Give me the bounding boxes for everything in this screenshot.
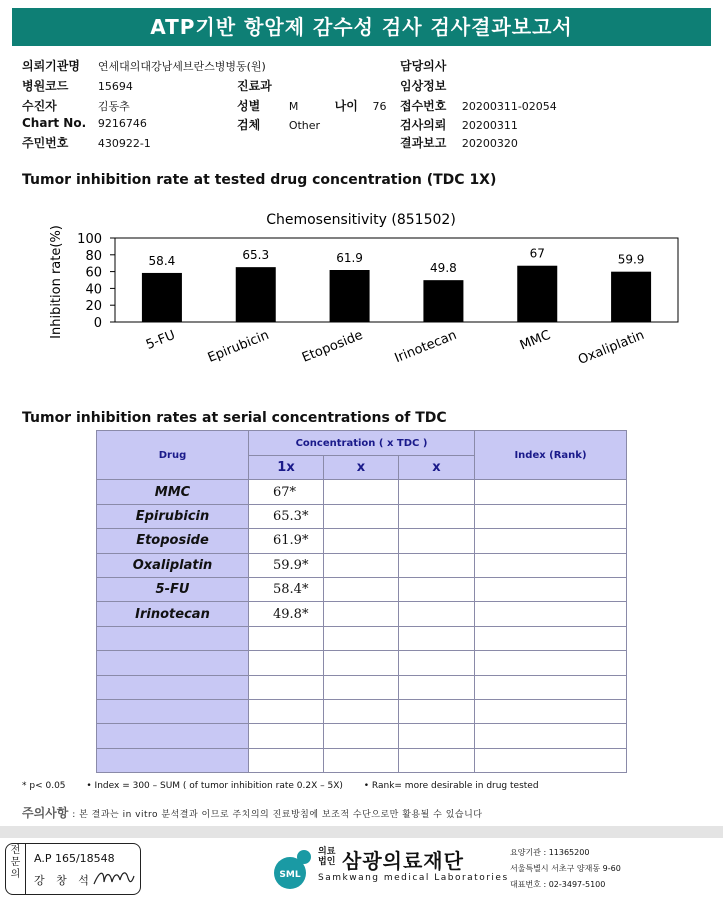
value-cell — [324, 748, 399, 772]
patient-row — [22, 97, 130, 114]
patient-label: 수진자 — [22, 99, 57, 113]
drug-cell: MMC — [97, 480, 249, 504]
value-cell — [324, 553, 399, 577]
lab-tag: 의료 법인 — [318, 847, 336, 867]
conc-col-header: x — [399, 456, 475, 480]
index-cell — [475, 602, 627, 626]
hospital-code-row — [22, 77, 133, 94]
chart-row — [22, 116, 147, 130]
table-row — [97, 675, 627, 699]
index-header: Index (Rank) — [475, 431, 627, 480]
index-cell — [475, 553, 627, 577]
sml-logo-icon — [270, 847, 316, 893]
report-title: ATP기반 항암제 감수성 검사 검사결과보고서 — [12, 8, 711, 46]
value-cell — [324, 724, 399, 748]
conc-col-header: 1x — [249, 456, 324, 480]
hospital-code-label: 병원코드 — [22, 79, 69, 93]
table-row — [97, 504, 627, 528]
value-cell — [249, 699, 324, 723]
chart-label: Chart No. — [22, 116, 87, 130]
table-row — [97, 529, 627, 553]
hospital-row — [22, 57, 266, 74]
value-cell — [399, 504, 475, 528]
drug-cell: Epirubicin — [97, 504, 249, 528]
drug-cell — [97, 748, 249, 772]
bar-5-fu — [142, 273, 182, 322]
sex-value: M — [288, 100, 299, 113]
dept-row — [237, 77, 285, 94]
drug-cell: Irinotecan — [97, 602, 249, 626]
signature-box — [5, 843, 141, 895]
receipt-row — [400, 97, 557, 114]
value-cell — [399, 602, 475, 626]
sex-label: 성별 — [237, 99, 261, 113]
table-row — [97, 553, 627, 577]
index-cell — [475, 675, 627, 699]
value-cell: 61.9* — [249, 529, 324, 553]
hospital-value: 연세대의대강남세브란스병병동(원) — [97, 60, 266, 73]
results-table — [96, 430, 627, 773]
footnote-rank: • Rank= more desirable in drug tested — [363, 781, 539, 791]
footnote-p: * p< 0.05 — [22, 781, 66, 791]
chemosensitivity-chart — [0, 200, 723, 410]
table-row — [97, 480, 627, 504]
receipt-label: 접수번호 — [400, 99, 447, 113]
y-tick-label: 0 — [93, 316, 102, 331]
value-cell — [324, 529, 399, 553]
x-tick-label: Oxaliplatin — [576, 327, 647, 368]
value-cell — [249, 651, 324, 675]
value-cell — [399, 675, 475, 699]
sml-logo-text: SML — [279, 870, 301, 880]
value-cell — [399, 553, 475, 577]
concentration-header: Concentration ( x TDC ) — [249, 431, 475, 456]
bar-value-label: 65.3 — [242, 248, 270, 263]
reported-value: 20200320 — [461, 137, 518, 150]
drug-cell — [97, 675, 249, 699]
bar-value-label: 49.8 — [430, 261, 457, 276]
value-cell — [399, 480, 475, 504]
index-cell — [475, 748, 627, 772]
value-cell: 59.9* — [249, 553, 324, 577]
id-label: 주민번호 — [22, 136, 69, 150]
chart-plot-frame — [115, 238, 678, 322]
bar-etoposide — [330, 270, 370, 322]
caution-note — [22, 804, 482, 821]
index-cell — [475, 504, 627, 528]
index-cell — [475, 626, 627, 650]
drug-header: Drug — [97, 431, 249, 480]
y-tick-label: 100 — [77, 232, 102, 247]
value-cell — [399, 699, 475, 723]
requested-row — [400, 116, 518, 133]
x-tick-label: 5-FU — [144, 327, 178, 353]
reported-label: 결과보고 — [400, 136, 447, 150]
bar-epirubicin — [236, 267, 276, 322]
doctor-label: 담당의사 — [400, 59, 447, 73]
footnotes — [22, 781, 557, 791]
lab-code: 요양기관 : 11365200 — [510, 848, 590, 857]
lab-name-en: Samkwang medical Laboratories — [318, 873, 509, 883]
age-label: 나이 — [334, 99, 358, 113]
value-cell — [249, 724, 324, 748]
index-cell — [475, 699, 627, 723]
section2-title: Tumor inhibition rates at serial concentrations of TDC — [22, 410, 447, 426]
value-cell — [399, 577, 475, 601]
chart-value: 9216746 — [97, 117, 147, 130]
table-row — [97, 699, 627, 723]
caution-text: : 본 결과는 in vitro 분석결과 이므로 주치의의 진료방침에 보조적 수단으로만 활용될 수 있습니다 — [72, 810, 483, 820]
bar-value-label: 67 — [529, 246, 545, 261]
drug-cell — [97, 724, 249, 748]
table-row — [97, 626, 627, 650]
drug-cell — [97, 699, 249, 723]
value-cell — [399, 748, 475, 772]
bar-value-label: 58.4 — [148, 253, 176, 268]
doctor-row — [400, 57, 458, 74]
requested-value: 20200311 — [461, 119, 518, 132]
table-row — [97, 724, 627, 748]
bar-mmc — [517, 266, 557, 322]
dept-label: 진료과 — [237, 79, 272, 93]
id-row — [22, 134, 151, 151]
drug-cell: Etoposide — [97, 529, 249, 553]
value-cell — [399, 651, 475, 675]
signature-role: 전문의 — [6, 844, 26, 894]
value-cell: 49.8* — [249, 602, 324, 626]
footnote-index: • Index = 300 – SUM ( of tumor inhibition rate 0.2X – 5X) — [86, 781, 343, 791]
value-cell: 58.4* — [249, 577, 324, 601]
value-cell — [324, 651, 399, 675]
drug-cell — [97, 626, 249, 650]
license-number: A.P 165/18548 — [34, 852, 115, 865]
y-tick-label: 60 — [85, 265, 102, 281]
bar-oxaliplatin — [611, 272, 651, 322]
lab-address: 서울특별시 서초구 양재동 9-60 — [510, 864, 621, 873]
value-cell — [324, 626, 399, 650]
drug-cell: 5-FU — [97, 577, 249, 601]
value-cell — [249, 626, 324, 650]
index-cell — [475, 529, 627, 553]
hospital-label: 의뢰기관명 — [22, 59, 80, 73]
x-tick-label: Etoposide — [300, 327, 366, 366]
chart-ylabel: Inhibition rate(%) — [49, 225, 64, 339]
value-cell — [399, 626, 475, 650]
drug-cell — [97, 651, 249, 675]
requested-label: 검사의뢰 — [400, 118, 447, 132]
x-tick-label: MMC — [517, 327, 553, 354]
pathologist-name: 강 창 석 — [34, 874, 93, 887]
lab-phone: 대표번호 : 02-3497-5100 — [510, 880, 606, 889]
sex-age-row — [237, 97, 386, 114]
clinical-row — [400, 77, 458, 94]
reported-row — [400, 134, 518, 151]
table-row — [97, 748, 627, 772]
specimen-row — [237, 116, 320, 133]
value-cell — [249, 675, 324, 699]
y-tick-label: 80 — [85, 248, 102, 264]
value-cell — [324, 504, 399, 528]
table-row — [97, 602, 627, 626]
drug-cell: Oxaliplatin — [97, 553, 249, 577]
specimen-value: Other — [288, 119, 321, 132]
value-cell — [324, 699, 399, 723]
index-cell — [475, 651, 627, 675]
bar-irinotecan — [423, 280, 463, 322]
section1-title: Tumor inhibition rate at tested drug concentration (TDC 1X) — [22, 172, 497, 188]
index-cell — [475, 724, 627, 748]
x-tick-label: Irinotecan — [392, 327, 459, 367]
conc-col-header: x — [324, 456, 399, 480]
receipt-value: 20200311-02054 — [461, 100, 557, 113]
value-cell — [324, 602, 399, 626]
bar-value-label: 61.9 — [336, 251, 363, 266]
value-cell — [399, 724, 475, 748]
value-cell — [324, 577, 399, 601]
index-cell — [475, 577, 627, 601]
y-tick-label: 40 — [85, 282, 102, 298]
y-tick-label: 20 — [85, 299, 102, 315]
table-row — [97, 577, 627, 601]
index-cell — [475, 480, 627, 504]
clinical-label: 임상정보 — [400, 79, 447, 93]
value-cell — [399, 529, 475, 553]
value-cell — [249, 748, 324, 772]
signature-scribble — [92, 866, 136, 890]
table-row — [97, 651, 627, 675]
lab-name: 삼광의료재단 — [342, 849, 464, 873]
lab-logo — [270, 843, 621, 895]
patient-value: 김동추 — [97, 100, 130, 113]
age-value: 76 — [372, 100, 387, 113]
value-cell: 67* — [249, 480, 324, 504]
footer-divider — [0, 826, 723, 838]
lab-contact — [510, 845, 621, 893]
value-cell — [324, 480, 399, 504]
caution-label: 주의사항 — [22, 806, 69, 820]
hospital-code-value: 15694 — [97, 80, 133, 93]
value-cell — [324, 675, 399, 699]
id-value: 430922-1 — [97, 137, 151, 150]
chart-title: Chemosensitivity (851502) — [266, 212, 456, 228]
x-tick-label: Epirubicin — [205, 327, 272, 366]
bar-value-label: 59.9 — [617, 252, 645, 267]
value-cell: 65.3* — [249, 504, 324, 528]
specimen-label: 검체 — [237, 118, 261, 132]
